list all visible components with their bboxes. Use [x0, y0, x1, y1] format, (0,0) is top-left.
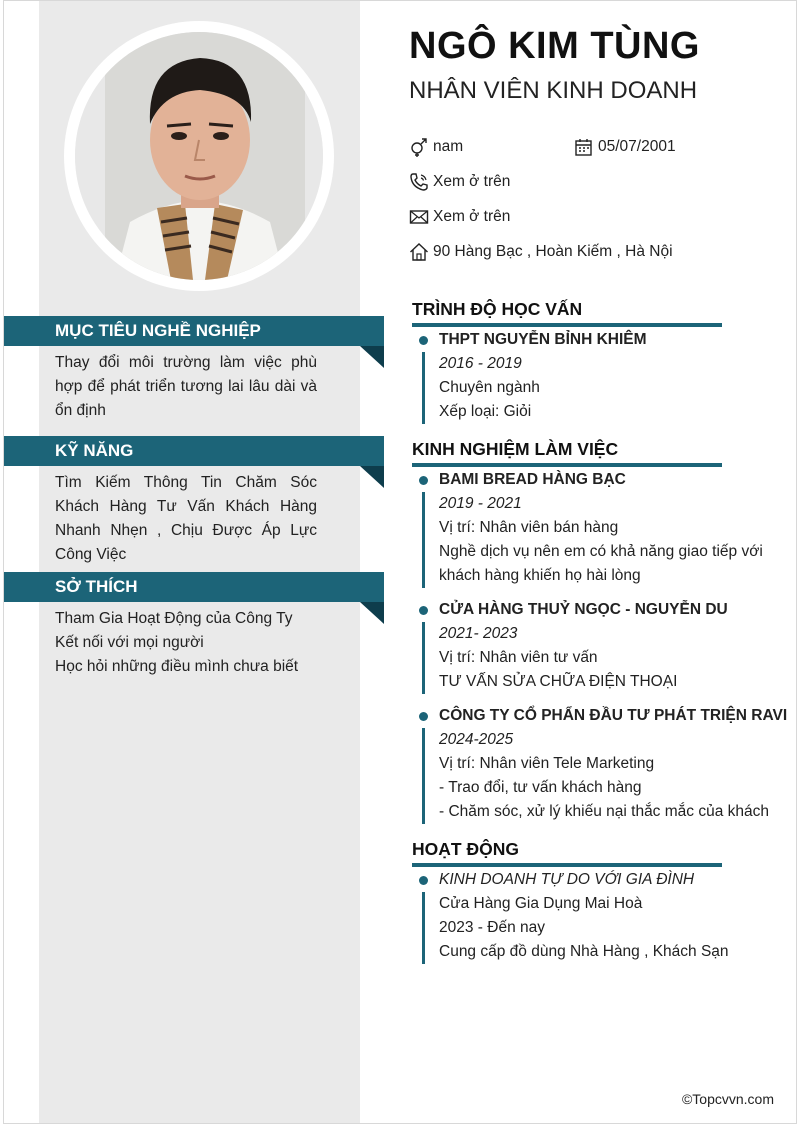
hobby-item: Học hỏi những điều mình chưa biết — [55, 658, 299, 675]
timeline-dot — [419, 712, 428, 721]
ribbon-fold — [360, 602, 384, 624]
activity-org: Cửa Hàng Gia Dụng Mai Hoà — [439, 895, 643, 912]
birthday-value: 05/07/2001 — [598, 138, 676, 155]
avatar-frame — [64, 21, 334, 291]
objective-text: Thay đổi môi trường làm việc phù hợp để phát triển tương lai lâu dài và ổn định — [55, 354, 317, 419]
education-major: Chuyên ngành — [439, 379, 540, 396]
experience-heading: KINH NGHIỆM LÀM VIỆC — [412, 439, 722, 467]
envelope-icon — [409, 207, 429, 227]
objective-heading: MỤC TIÊU NGHỀ NGHIỆP — [4, 316, 384, 346]
experience-period: 2019 - 2021 — [439, 495, 522, 512]
school-name: THPT NGUYỄN BỈNH KHIÊM — [439, 331, 647, 348]
experience-role: Vị trí: Nhân viên bán hàng — [439, 519, 619, 536]
phone-icon — [409, 172, 429, 192]
cv-page — [3, 0, 797, 1124]
gender-icon — [409, 137, 429, 157]
experience-desc: TƯ VẤN SỬA CHỮA ĐIỆN THOẠI — [439, 673, 678, 690]
hobby-item: Kết nối với mọi người — [55, 634, 204, 651]
activity-name: KINH DOANH TỰ DO VỚI GIA ĐÌNH — [439, 871, 695, 888]
experience-role: Vị trí: Nhân viên Tele Marketing — [439, 755, 655, 772]
experience-entry — [419, 468, 784, 588]
job-title: NHÂN VIÊN KINH DOANH — [409, 77, 698, 104]
experience-desc: Nghề dịch vụ nên em có khả năng giao tiếp với khách hàng khiến họ hài lòng — [439, 543, 763, 584]
timeline-line — [422, 352, 425, 424]
experience-period: 2024-2025 — [439, 731, 514, 748]
hobbies-list — [55, 607, 317, 679]
avatar-photo-icon — [75, 32, 323, 280]
company-name: CÔNG TY CỔ PHẨN ĐẦU TƯ PHÁT TRIỆN RAVI — [439, 707, 788, 724]
timeline-dot — [419, 476, 428, 485]
company-name: BAMI BREAD HÀNG BẠC — [439, 471, 626, 488]
activity-period: 2023 - Đến nay — [439, 919, 545, 936]
copyright-text: ©Topcvvn.com — [681, 1091, 774, 1107]
experience-desc: - Trao đổi, tư vấn khách hàng — [439, 779, 642, 796]
experience-entry — [419, 704, 797, 824]
education-entry — [419, 328, 797, 424]
timeline-dot — [419, 606, 428, 615]
gender-info — [409, 137, 463, 157]
ribbon-fold — [360, 346, 384, 368]
avatar — [75, 32, 323, 280]
skills-heading: KỸ NĂNG — [4, 436, 384, 466]
full-name: NGÔ KIM TÙNG — [409, 25, 700, 67]
hobby-item: Tham Gia Hoạt Động của Công Ty — [55, 610, 293, 627]
timeline-dot — [419, 336, 428, 345]
phone-info — [409, 172, 510, 192]
timeline-line — [422, 492, 425, 588]
ribbon-fold — [360, 466, 384, 488]
education-heading: TRÌNH ĐỘ HỌC VẤN — [412, 299, 722, 327]
company-name: CỬA HÀNG THUỶ NGỌC - NGUYỄN DU — [439, 601, 728, 618]
phone-value: Xem ở trên — [433, 173, 511, 190]
activities-heading: HOẠT ĐỘNG — [412, 839, 722, 867]
gender-value: nam — [433, 138, 464, 155]
education-period: 2016 - 2019 — [439, 355, 522, 372]
activity-entry — [419, 868, 797, 964]
timeline-line — [422, 622, 425, 694]
hobbies-heading: SỞ THÍCH — [4, 572, 384, 602]
timeline-line — [422, 892, 425, 964]
experience-desc: - Chăm sóc, xử lý khiếu nại thắc mắc của khách — [439, 803, 769, 820]
education-grade: Xếp loại: Giỏi — [439, 403, 532, 420]
birthday-info — [574, 137, 676, 157]
email-info — [409, 207, 510, 227]
experience-role: Vị trí: Nhân viên tư vấn — [439, 649, 598, 666]
home-icon — [409, 242, 429, 262]
calendar-icon — [574, 137, 594, 157]
timeline-dot — [419, 876, 428, 885]
address-value: 90 Hàng Bạc , Hoàn Kiếm , Hà Nội — [433, 243, 673, 260]
skills-text: Tìm Kiếm Thông Tin Chăm Sóc Khách Hàng Tư Vấn Khách Hàng Nhanh Nhẹn , Chịu Được Áp Lực Công Việc — [55, 474, 317, 563]
email-value: Xem ở trên — [433, 208, 511, 225]
activity-desc: Cung cấp đồ dùng Nhà Hàng , Khách Sạn — [439, 943, 729, 960]
experience-entry — [419, 598, 797, 694]
timeline-line — [422, 728, 425, 824]
experience-period: 2021- 2023 — [439, 625, 518, 642]
address-info — [409, 242, 673, 262]
